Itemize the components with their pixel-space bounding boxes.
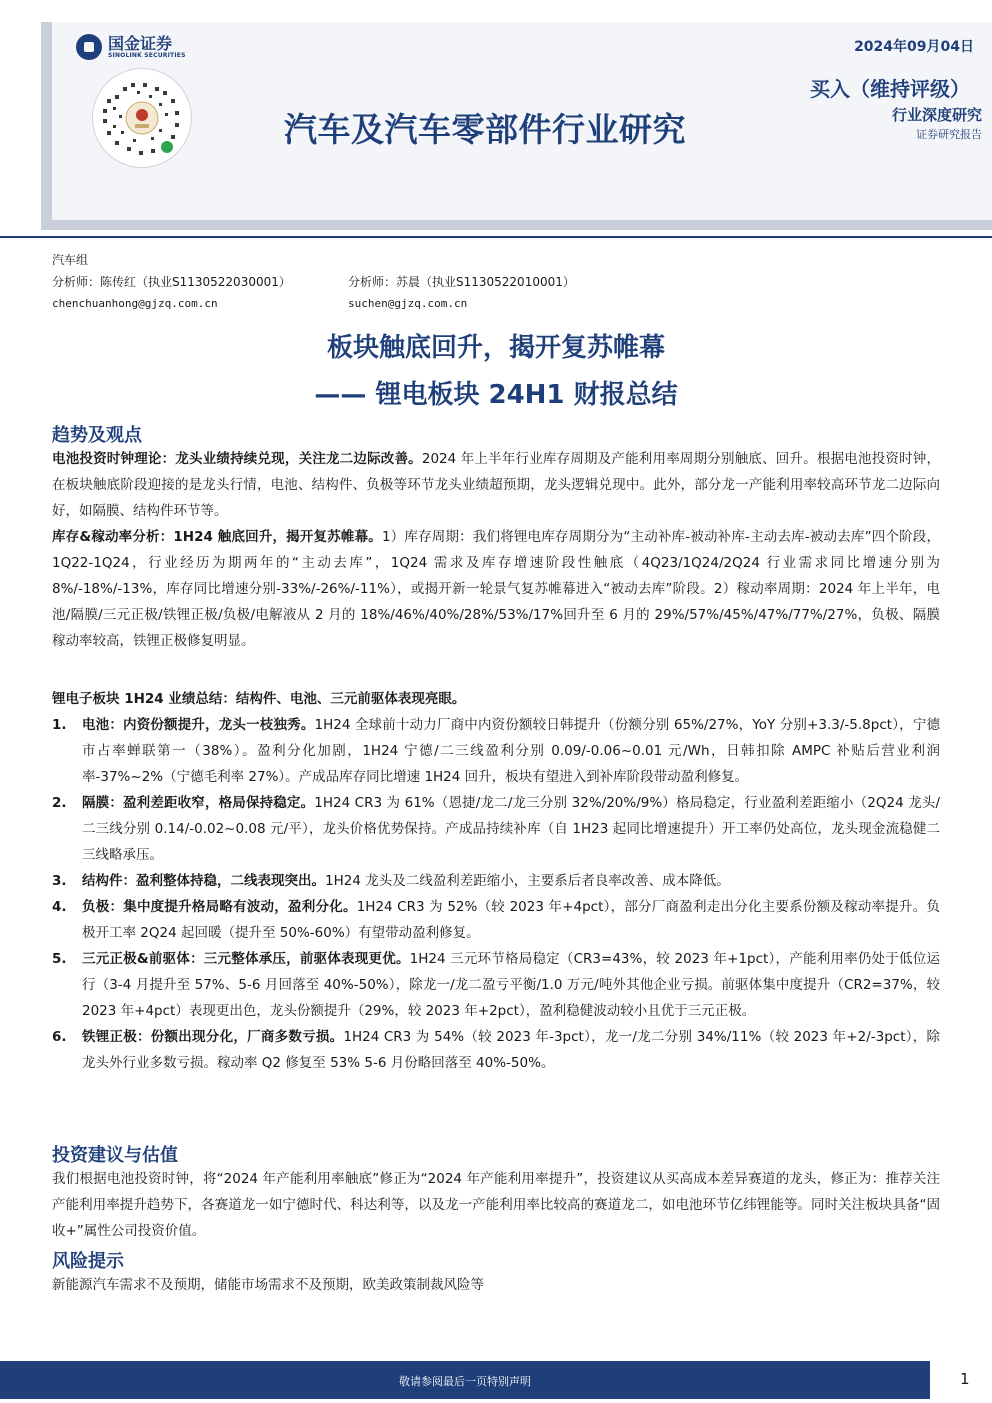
analyst-2: 分析师：苏晨（执业S1130522010001） [348, 275, 575, 289]
report-subtype: 证券研究报告 [916, 128, 982, 141]
report-date: 2024年09月04日 [854, 39, 974, 55]
list-item [52, 790, 940, 868]
sub-title: —— 锂电板块 24H1 财报总结 [314, 380, 678, 410]
header-divider [0, 236, 992, 238]
list-item-text: 1H24 CR3 为 61%（恩捷/龙二/龙三分别 32%/20%/9%）格局稳定，行业盈利差距缩小（2Q24 龙头/二三线分别 0.14/-0.02~0.08 元/平），龙头价格优势保持。产成品持续补库（自 1H23 起同比增速提升）开工率仍处高位，龙头现金流稳健二三线略承压。 [82, 795, 941, 863]
logo-cn: 国金证券 [108, 33, 173, 53]
list-item-lead: 结构件：盈利整体持稳，二线表现突出。 [82, 873, 325, 889]
list-item [52, 868, 940, 894]
list-item-text: 1H24 龙头及二线盈利差距缩小，主要系后者良率改善、成本降低。 [325, 873, 730, 889]
list-item-lead: 铁锂正极：份额出现分化，厂商多数亏损。 [82, 1029, 344, 1045]
list-item [52, 1024, 940, 1076]
list-item-text: 1H24 全球前十动力厂商中内资份额较日韩提升（份额分别 65%/27%，YoY 分别+3.3/-5.8pct），宁德市占率蝉联第一（38%）。盈利分化加剧，1H24 宁德/二三线盈利分别 0.09/-0.06~0.01 元/Wh，日韩扣除 AMPC 补贴后营业利润率-37%~2%（宁德毛利率 27%）。产成品库存同比增速 1H24 回升，板块有望进入到补库阶段带动盈利修复。 [82, 717, 940, 785]
analyst-1: 分析师：陈传红（执业S1130522030001） [52, 275, 291, 289]
rating: 买入（维持评级） [810, 77, 970, 101]
section-trend-heading: 趋势及观点 [52, 425, 142, 446]
paragraph-battery-clock [52, 446, 940, 524]
logo-mark-icon [76, 34, 102, 60]
list-item-text: 1H24 三元环节格局稳定（CR3=43%，较 2023 年+1pct），产能利用率仍处于低位运行（3-4 月提升至 57%、5-6 月回落至 40%-50%），除龙一/龙二盈亏平衡/1.0 万元/吨外其他企业亏损。前驱体集中度提升（CR2=37%，较 2023 年+4pct）表现更出色，龙头份额提升（29%，较 2023 年+2pct），盈利稳健波动较小且优于三元正极。 [82, 951, 940, 1019]
list-item [52, 712, 940, 790]
list-item-number: 4. [52, 899, 67, 915]
section-risk-heading: 风险提示 [52, 1251, 124, 1272]
company-logo [76, 34, 186, 60]
list-item-lead: 三元正极&前驱体：三元整体承压，前驱体表现更优。 [82, 951, 410, 967]
paragraph-invest: 我们根据电池投资时钟，将“2024 年产能利用率触底”修正为“2024 年产能利用率提升”，投资建议从买高成本差异赛道的龙头，修正为：推荐关注产能利用率提升趋势下，各赛道龙一如宁德时代、科达利等，以及龙一产能利用率比较高的赛道龙二，如电池环节亿纬锂能等。同时关注板块具备“固收+”属性公司投资价值。 [52, 1171, 940, 1239]
footer-disclaimer-link[interactable]: 敬请参阅最后一页特别声明 [399, 1375, 531, 1388]
list-item-number: 2. [52, 795, 67, 811]
summary-list [52, 712, 940, 1076]
analyst-2-email[interactable]: suchen@gjzq.com.cn [348, 297, 468, 310]
list-item-number: 3. [52, 873, 67, 889]
list-item [52, 894, 940, 946]
list-item-lead: 电池：内资份额提升，龙头一枝独秀。 [82, 717, 315, 733]
paragraph-risk: 新能源汽车需求不及预期，储能市场需求不及预期，欧美政策制裁风险等 [52, 1277, 484, 1293]
main-title: 板块触底回升，揭开复苏帷幕 [326, 333, 665, 363]
paragraph-text: 2024 年上半年行业库存周期及产能利用率周期分别触底、回升。根据电池投资时钟，在板块触底阶段迎接的是龙头行情，电池、结构件、负极等环节龙头业绩超预期，龙头逻辑兑现中。此外，部分龙一产能利用率较高环节龙二边际向好，如隔膜、结构件环节等。 [52, 451, 940, 519]
paragraph-summary-lead [52, 686, 940, 712]
qr-code-icon [92, 68, 192, 168]
analyst-1-email[interactable]: chenchuanhong@gjzq.com.cn [52, 297, 218, 310]
list-item [52, 946, 940, 1024]
paragraph-lead: 库存&稼动率分析：1H24 触底回升，揭开复苏帷幕。 [52, 529, 382, 545]
list-item-lead: 隔膜：盈利差距收窄，格局保持稳定。 [82, 795, 315, 811]
paragraph-lead: 电池投资时钟理论：龙头业绩持续兑现，关注龙二边际改善。 [52, 451, 422, 467]
research-group: 汽车组 [52, 253, 89, 267]
paragraph-lead: 锂电子板块 1H24 业绩总结：结构件、电池、三元前驱体表现亮眼。 [52, 691, 466, 707]
list-item-number: 6. [52, 1029, 67, 1045]
logo-en: SINOLINK SECURITIES [108, 51, 186, 59]
report-title: 汽车及汽车零部件行业研究 [284, 110, 686, 149]
paragraph-text: 1）库存周期：我们将锂电库存周期分为“主动补库-被动补库-主动去库-被动去库”四个阶段，1Q22-1Q24，行业经历为期两年的“主动去库”，1Q24 需求及库存增速阶段性触底（4Q23/1Q24/2Q24 行业需求同比增速分别为 8%/-18%/-13%，库存同比增速分别-33%/-26%/-11%），或揭开新一轮景气复苏帷幕进入“被动去库”阶段。2）稼动率周期：2024 年上半年，电池/隔膜/三元正极/铁锂正极/负极/电解液从 2 月的 18%/46%/40%/28%/53%/17%回升至 6 月的 29%/57%/45%/47%/77%/27%，负极、隔膜稼动率较高，铁锂正极修复明显。 [52, 529, 940, 649]
list-item-text: 1H24 CR3 为 54%（较 2023 年-3pct），龙一/龙二分别 34%/11%（较 2023 年+2/-3pct），除龙头外行业多数亏损。稼动率 Q2 修复至 53% 5-6 月份略回落至 40%-50%。 [82, 1029, 941, 1071]
page-number: 1 [960, 1370, 970, 1388]
report-type: 行业深度研究 [891, 106, 982, 124]
section-invest-heading: 投资建议与估值 [52, 1145, 178, 1166]
list-item-lead: 负极：集中度提升格局略有波动，盈利分化。 [82, 899, 357, 915]
list-item-number: 5. [52, 951, 67, 967]
list-item-text: 1H24 CR3 为 52%（较 2023 年+4pct），部分厂商盈利走出分化主要系份额及稼动率提升。负极开工率 2Q24 起回暖（提升至 50%-60%）有望带动盈利修复。 [82, 899, 940, 941]
paragraph-inventory [52, 524, 940, 654]
list-item-number: 1. [52, 717, 67, 733]
